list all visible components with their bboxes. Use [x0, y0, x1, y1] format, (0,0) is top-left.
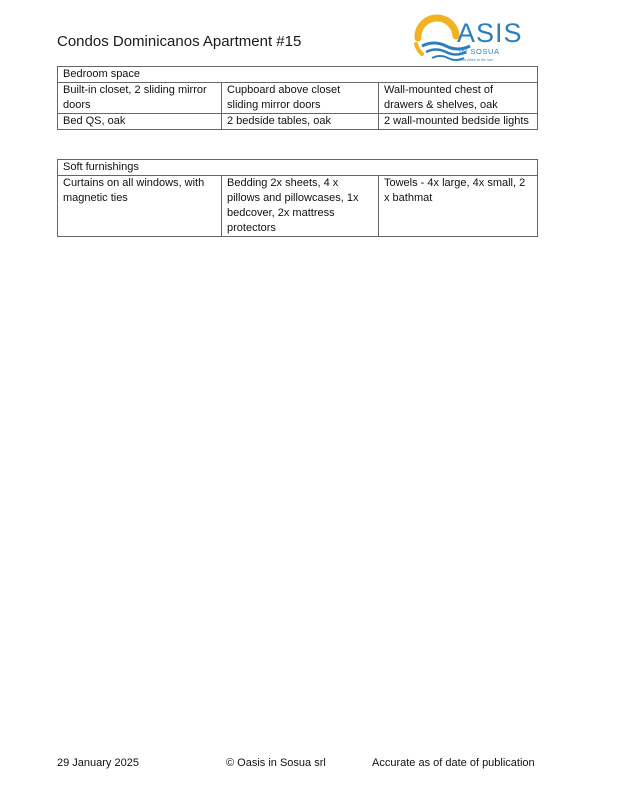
page-title: Condos Dominicanos Apartment #15 — [57, 33, 302, 50]
bedroom-space-table — [57, 66, 538, 130]
table-heading: Soft furnishings — [58, 160, 538, 176]
table-cell: 2 wall-mounted bedside lights — [379, 114, 538, 130]
oasis-logo — [412, 12, 536, 66]
table-cell: Towels - 4x large, 4x small, 2 x bathmat — [379, 176, 538, 237]
table-cell: Bed QS, oak — [58, 114, 222, 130]
logo-word: ASIS — [457, 18, 523, 48]
table-cell: Wall-mounted chest of drawers & shelves, oak — [379, 83, 538, 114]
table-cell: Built-in closet, 2 sliding mirror doors — [58, 83, 222, 114]
soft-furnishings-table — [57, 159, 538, 237]
table-cell: 2 bedside tables, oak — [222, 114, 379, 130]
table-cell: Curtains on all windows, with magnetic ties — [58, 176, 222, 237]
table-row — [58, 114, 538, 130]
footer-note: Accurate as of date of publication — [372, 757, 535, 769]
table-row — [58, 83, 538, 114]
table-row — [58, 176, 538, 237]
table-heading: Bedroom space — [58, 67, 538, 83]
logo-tagline: Your place in the sun — [459, 57, 493, 62]
footer-date: 29 January 2025 — [57, 757, 139, 769]
logo-subtitle: IN SOSUA — [459, 47, 500, 56]
footer-copyright: © Oasis in Sosua srl — [226, 757, 326, 769]
table-cell: Bedding 2x sheets, 4 x pillows and pillowcases, 1x bedcover, 2x mattress protectors — [222, 176, 379, 237]
table-cell: Cupboard above closet sliding mirror doors — [222, 83, 379, 114]
